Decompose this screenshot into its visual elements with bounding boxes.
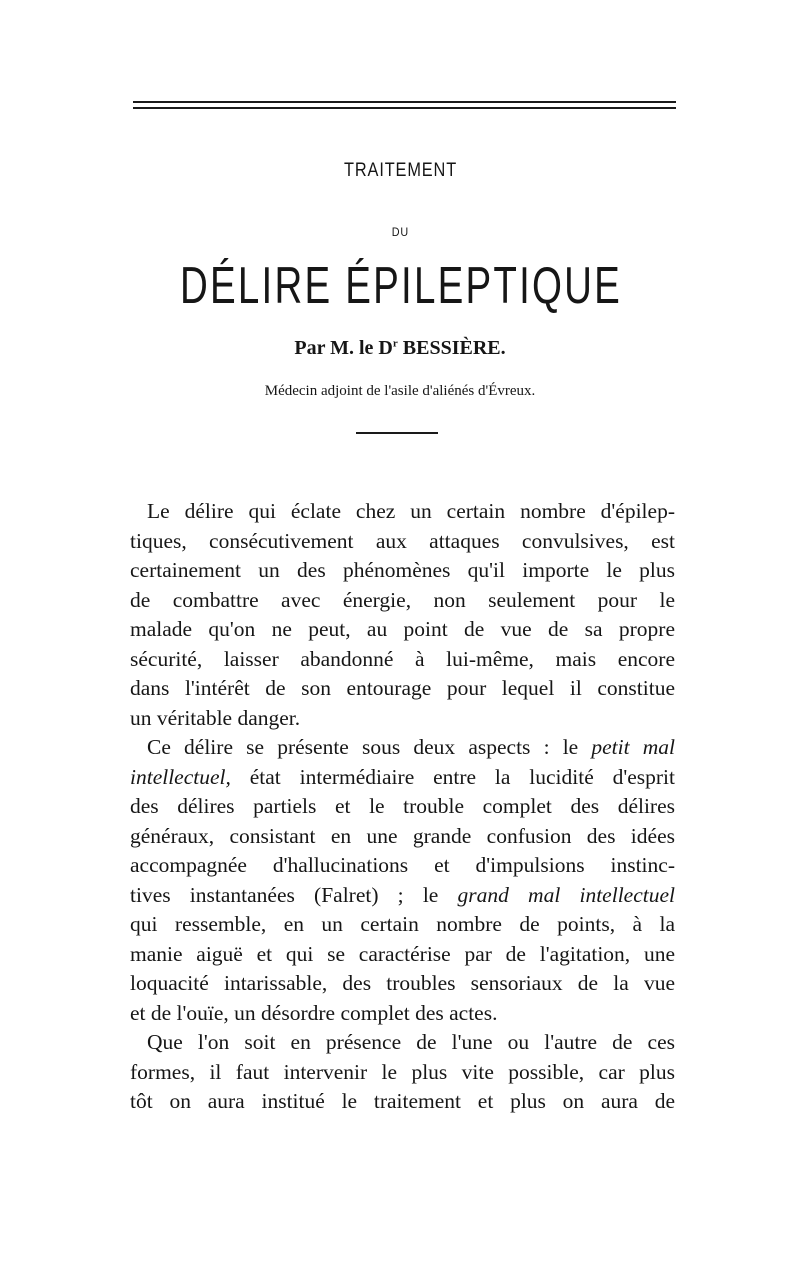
text-line: qui ressemble, en un certain nombre de points, à la <box>130 912 675 936</box>
text-line: loquacité intarissable, des troubles sensoriaux de la vue <box>130 971 675 995</box>
text-line: tôt on aura institué le traitement et plus on aura de <box>130 1089 675 1113</box>
text-line <box>130 763 675 793</box>
author-name: BESSIÈRE. <box>402 337 506 359</box>
text-line: généraux, consistant en une grande confusion des idées <box>130 823 675 848</box>
title-line-traitement: TRAITEMENT <box>344 160 458 181</box>
text-line: dans l'intérêt de son entourage pour lequel il constitue <box>130 676 675 700</box>
text-line: manie aiguë et qui se caractérise par de l'agitation, une <box>130 941 675 966</box>
text-line: Que l'on soit en présence de l'une ou l'autre de ces <box>147 1030 675 1054</box>
text-line: un véritable danger. <box>130 705 301 730</box>
text-line: malade qu'on ne peut, au point de vue de sa propre <box>130 617 675 641</box>
text-run: état intermédiaire entre la lucidité d'esprit <box>230 764 675 789</box>
text-line: formes, il faut intervenir le plus vite possible, car plus <box>130 1059 675 1084</box>
text-line: et de l'ouïe, un désordre complet des actes. <box>130 1000 498 1025</box>
text-line: sécurité, laisser abandonné à lui-même, mais encore <box>130 646 675 671</box>
text-line: de combattre avec énergie, non seulement pour le <box>130 587 675 612</box>
italic-term: petit mal <box>591 735 675 759</box>
author-affiliation: Médecin adjoint de l'asile d'aliénés d'Évreux. <box>264 383 536 399</box>
text-line: tiques, consécutivement aux attaques convulsives, est <box>130 528 675 553</box>
author-line <box>0 337 800 360</box>
text-run: tives instantanées (Falret) ; le <box>130 882 458 907</box>
text-line: des délires partiels et le trouble complet des délires <box>130 794 675 818</box>
paragraph-2 <box>130 733 675 1028</box>
text-run: Ce délire se présente sous deux aspects : le <box>147 735 592 759</box>
main-title: DÉLIRE ÉPILEPTIQUE <box>180 257 623 315</box>
body-text <box>130 497 675 1117</box>
italic-term: intellectuel, <box>130 764 231 789</box>
header-double-rule <box>133 101 676 109</box>
text-line <box>130 733 675 763</box>
author-prefix: Par M. le D <box>294 337 393 359</box>
text-line: accompagnée d'hallucinations et d'impulsions instinc- <box>130 853 675 877</box>
paragraph-3 <box>130 1028 675 1117</box>
italic-term: grand mal intellectuel <box>457 882 675 907</box>
text-line: certainement un des phénomènes qu'il importe le plus <box>130 558 675 582</box>
section-divider-rule <box>356 432 438 434</box>
text-line <box>130 881 675 911</box>
text-line: Le délire qui éclate chez un certain nombre d'épilep- <box>147 499 675 523</box>
title-line-du: DU <box>391 225 410 239</box>
author-title-superscript: r <box>392 337 398 350</box>
paragraph-1 <box>130 497 675 733</box>
